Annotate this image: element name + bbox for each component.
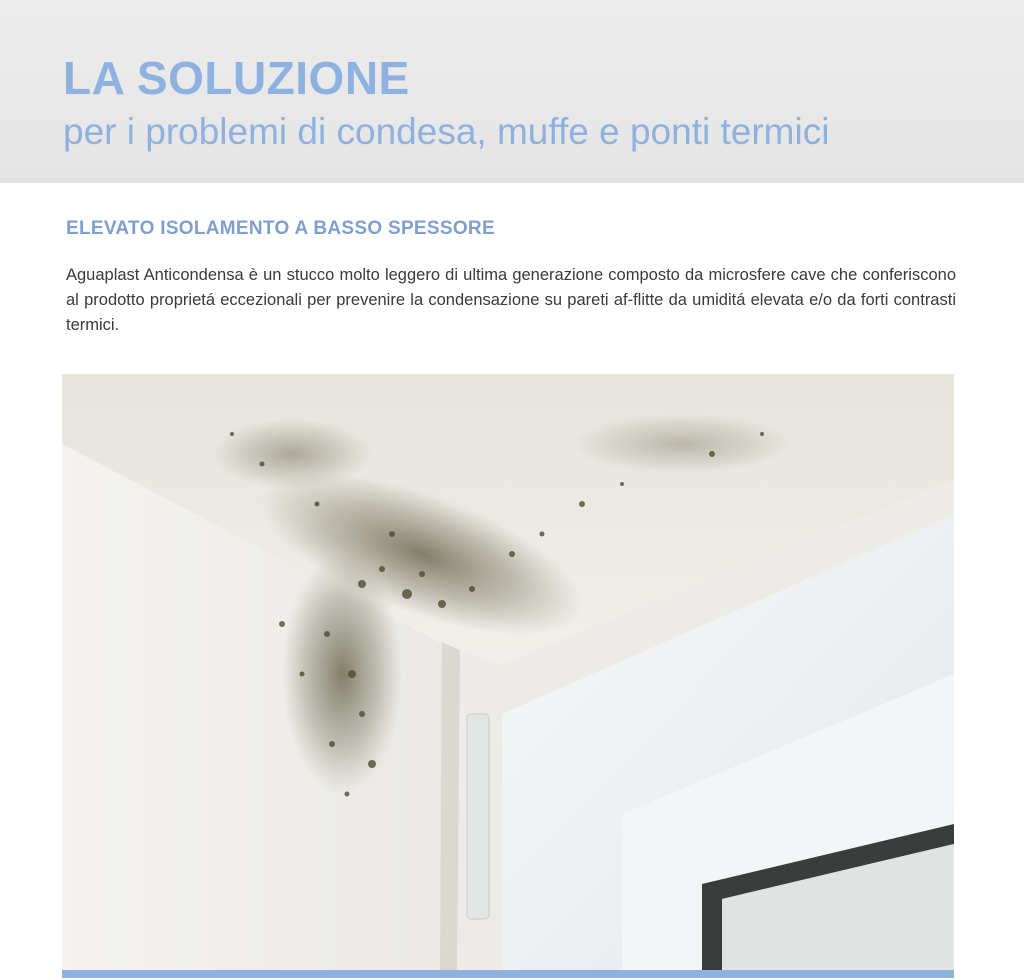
mold-corner-photo bbox=[62, 374, 954, 970]
page-title: LA SOLUZIONE bbox=[63, 52, 410, 104]
mold-corner-illustration bbox=[62, 374, 954, 970]
section-heading: ELEVATO ISOLAMENTO A BASSO SPESSORE bbox=[66, 218, 495, 239]
bottom-accent-rule bbox=[62, 970, 954, 978]
section-body-text: Aguaplast Anticondensa è un stucco molto leggero di ultima generazione composto da microsfere cave che conferiscono al prodotto proprietá eccezionali per prevenire la condensazione su pareti af-flitte da umiditá elevata e/o da forti contrasti termici. bbox=[66, 266, 956, 334]
page-subtitle: per i problemi di condesa, muffe e ponti termici bbox=[63, 111, 830, 152]
